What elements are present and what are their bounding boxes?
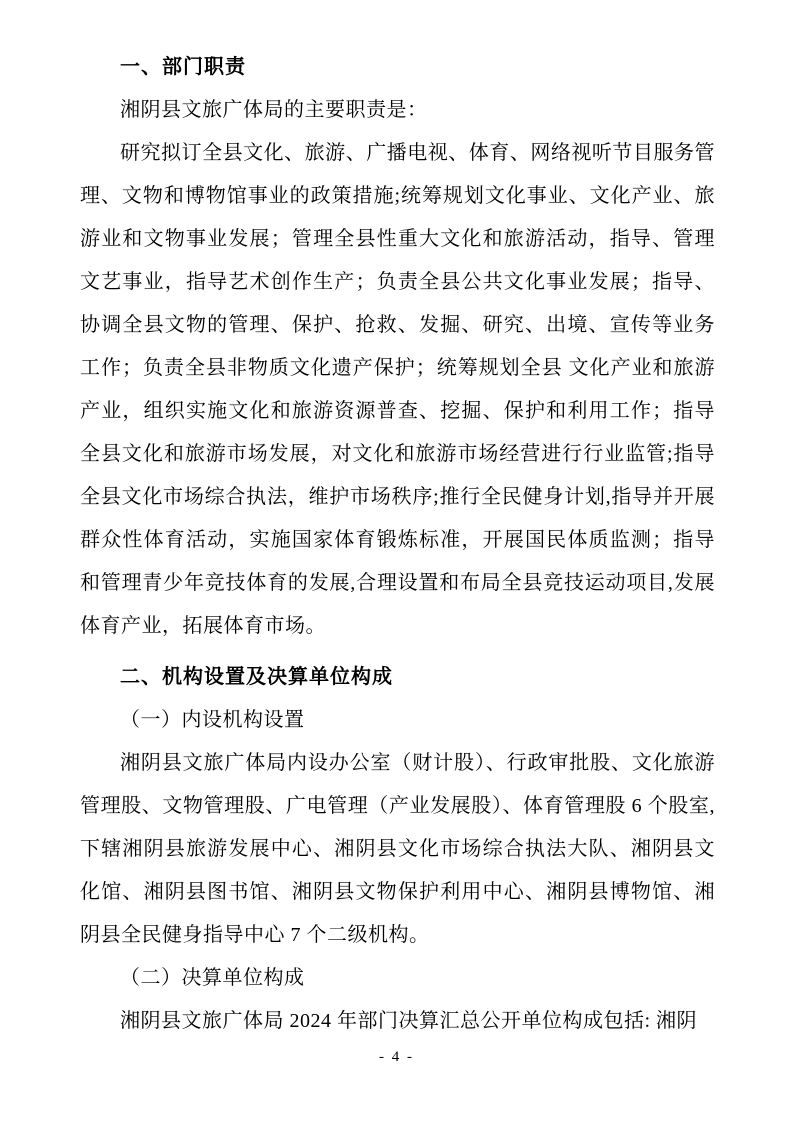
paragraph-duties-body: 研究拟订全县文化、旅游、广播电视、体育、网络视听节目服务管理、文物和博物馆事业的政策措施;统筹规划文化事业、文化产业、旅游业和文物事业发展；管理全县性重大文化和旅游活动，指导、管理文艺事业，指导艺术创作生产；负责全县公共文化事业发展；指导、协调全县文物的管理、保护、抢救、发掘、研究、出境、宣传等业务工作；负责全县非物质文化遗产保护；统筹规划全县 文化产业和旅游产业，组织实施文化和旅游资源普查、挖掘、保护和利用工作；指导全县文化和旅游市场发展，对文化和旅游市场经营进行行业监管;指导全县文化市场综合执法，维护市场秩序;推行全民健身计划,指导并开展群众性体育活动，实施国家体育锻炼标准，开展国民体质监测；指导和管理青少年竞技体育的发展,合理设置和布局全县竞技运动项目,发展体育产业，拓展体育市场。 (80, 142, 715, 637)
subheading-internal-org-setup: （一）内设机构设置 (120, 709, 305, 731)
page-number: - 4 - (379, 1049, 414, 1065)
paragraph-internal-org-setup: 湘阴县文旅广体局内设办公室（财计股）、行政审批股、文化旅游管理股、文物管理股、广电管理（产业发展股）、体育管理股 6 个股室,下辖湘阴县旅游发展中心、湘阴县文化市场综合执法大队、湘阴县文化馆、湘阴县图书馆、湘阴县文物保护利用中心、湘阴县博物馆、湘阴县全民健身指导中心 7 个二级机构。 (80, 752, 715, 946)
paragraph-duties-intro: 湘阴县文旅广体局的主要职责是： (120, 99, 428, 121)
paragraph-unit-composition: 湘阴县文旅广体局 2024 年部门决算汇总公开单位构成包括: 湘阴 (120, 1010, 698, 1032)
subheading-unit-composition: （二）决算单位构成 (120, 967, 305, 989)
section-heading-org-structure: 二、机构设置及决算单位构成 (120, 666, 393, 688)
section-heading-department-duties: 一、部门职责 (120, 56, 246, 78)
